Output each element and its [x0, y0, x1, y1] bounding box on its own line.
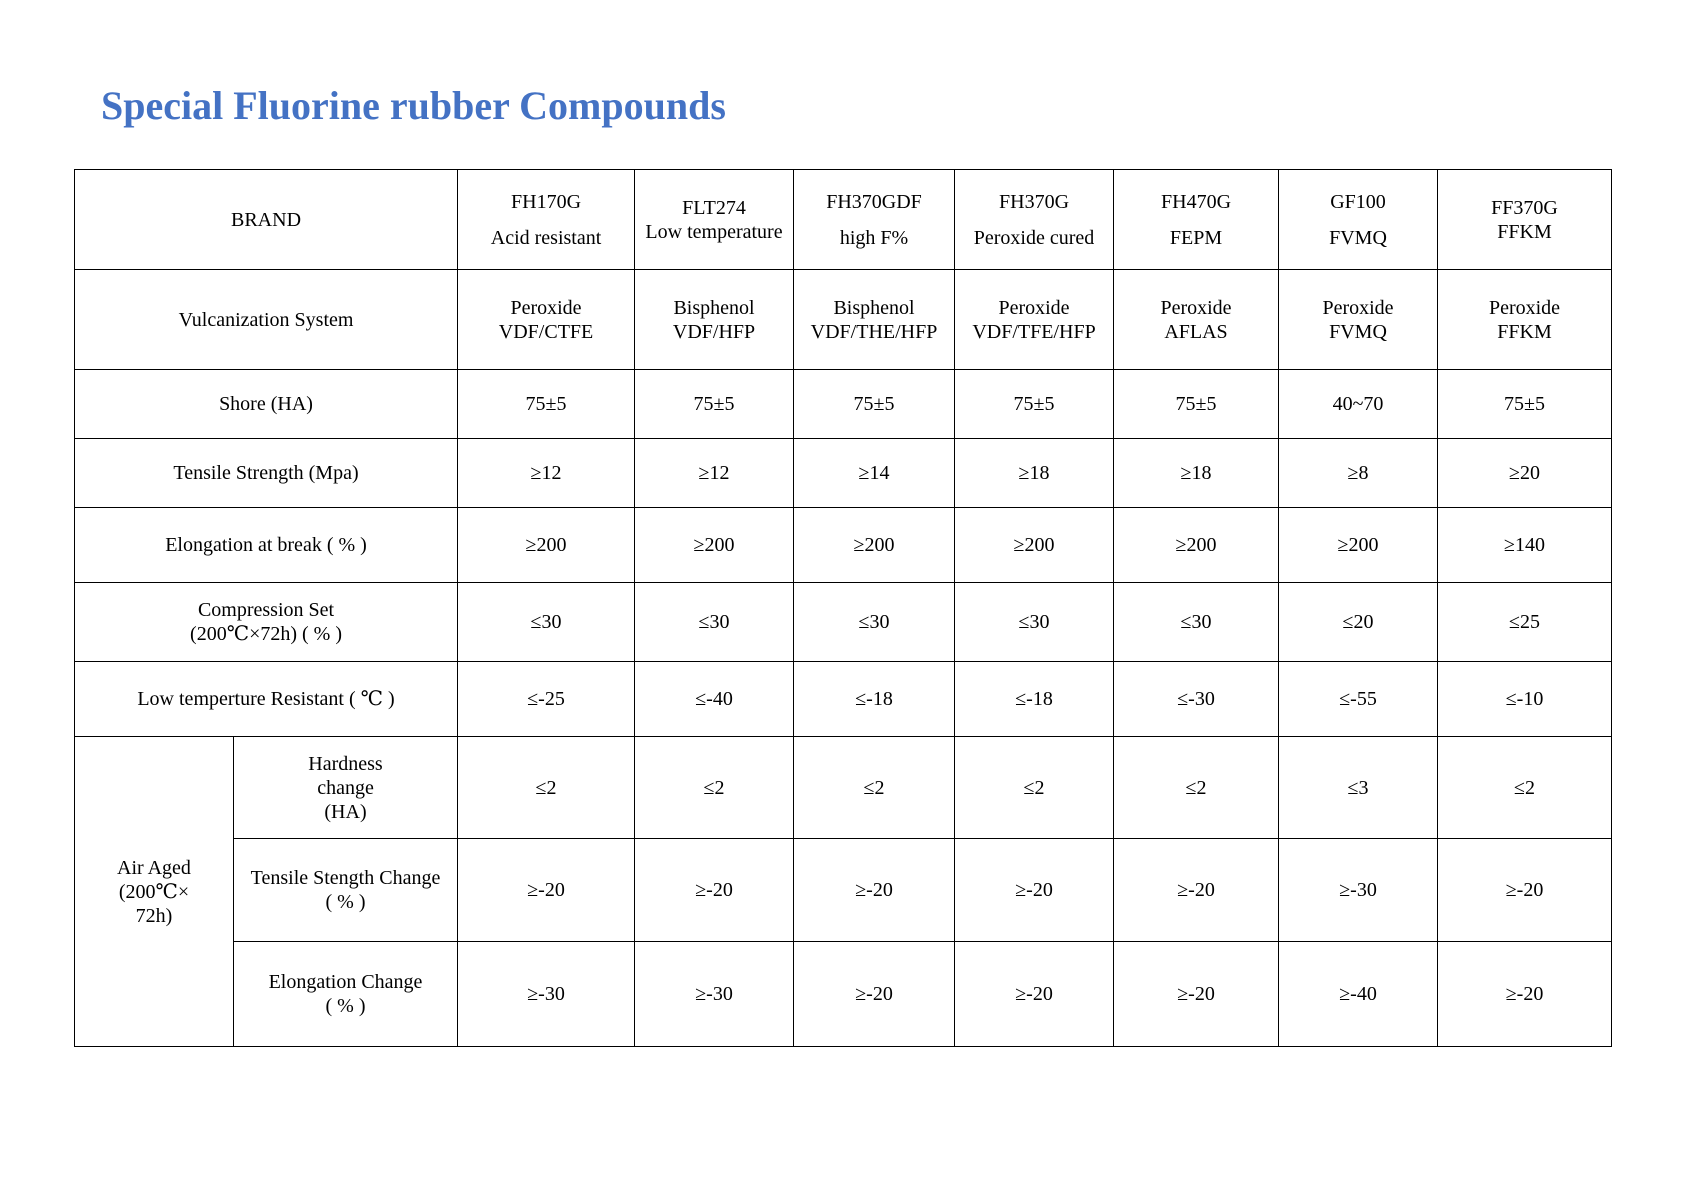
- value-cell: ≤2: [794, 737, 955, 839]
- brand-cell: [1114, 170, 1279, 270]
- value-cell: ≥-20: [635, 839, 794, 942]
- value-cell: 75±5: [1438, 370, 1612, 439]
- value-cell: ≤2: [1438, 737, 1612, 839]
- value-cell: Bisphenol VDF/HFP: [635, 270, 794, 370]
- table-row: [75, 942, 1612, 1047]
- value-cell: ≥200: [955, 508, 1114, 583]
- value-cell: ≥18: [1114, 439, 1279, 508]
- table-row: [75, 737, 1612, 839]
- table-row: [75, 370, 1612, 439]
- brand-cell: [1438, 170, 1612, 270]
- value-cell: ≥200: [458, 508, 635, 583]
- value-cell: ≤2: [955, 737, 1114, 839]
- brand-code: GF100: [1330, 190, 1386, 213]
- brand-desc: Low temperature: [645, 220, 783, 243]
- brand-cell: [794, 170, 955, 270]
- air-aged-label: Air Aged (200℃× 72h): [75, 737, 234, 1047]
- value-cell: ≥200: [1279, 508, 1438, 583]
- value-cell: 75±5: [794, 370, 955, 439]
- brand-cell: [458, 170, 635, 270]
- brand-desc: Peroxide cured: [973, 226, 1095, 249]
- value-cell: ≥-20: [955, 942, 1114, 1047]
- value-cell: ≥20: [1438, 439, 1612, 508]
- row-label: Tensile Strength (Mpa): [75, 439, 458, 508]
- value-cell: 40~70: [1279, 370, 1438, 439]
- value-cell: ≥18: [955, 439, 1114, 508]
- brand-code: FH470G: [1161, 190, 1232, 213]
- value-cell: ≤-30: [1114, 662, 1279, 737]
- value-cell: ≤2: [458, 737, 635, 839]
- brand-row: [75, 170, 1612, 270]
- value-cell: ≥200: [794, 508, 955, 583]
- value-cell: 75±5: [635, 370, 794, 439]
- table-row: [75, 508, 1612, 583]
- row-label: Compression Set (200℃×72h) ( % ): [75, 583, 458, 662]
- table-row: [75, 439, 1612, 508]
- value-cell: 75±5: [458, 370, 635, 439]
- row-label: Low temperture Resistant ( ℃ ): [75, 662, 458, 737]
- value-cell: ≤30: [635, 583, 794, 662]
- brand-cell: [635, 170, 794, 270]
- spec-table: [74, 169, 1612, 1047]
- value-cell: ≤25: [1438, 583, 1612, 662]
- value-cell: ≤30: [794, 583, 955, 662]
- brand-label: BRAND: [75, 170, 458, 270]
- value-cell: ≥140: [1438, 508, 1612, 583]
- value-cell: ≤20: [1279, 583, 1438, 662]
- value-cell: ≥8: [1279, 439, 1438, 508]
- table-row: [75, 583, 1612, 662]
- brand-desc: high F%: [839, 226, 909, 249]
- table-row: [75, 839, 1612, 942]
- value-cell: Peroxide VDF/TFE/HFP: [955, 270, 1114, 370]
- brand-desc: Acid resistant: [490, 226, 602, 249]
- value-cell: ≤-40: [635, 662, 794, 737]
- value-cell: ≥200: [1114, 508, 1279, 583]
- value-cell: Peroxide FVMQ: [1279, 270, 1438, 370]
- value-cell: ≥-20: [1114, 942, 1279, 1047]
- value-cell: ≤30: [1114, 583, 1279, 662]
- value-cell: 75±5: [1114, 370, 1279, 439]
- value-cell: ≥-30: [635, 942, 794, 1047]
- value-cell: ≥-20: [458, 839, 635, 942]
- value-cell: Bisphenol VDF/THE/HFP: [794, 270, 955, 370]
- brand-desc: FEPM: [1169, 226, 1223, 249]
- value-cell: ≥12: [458, 439, 635, 508]
- value-cell: ≤-18: [794, 662, 955, 737]
- row-label: Hardness change (HA): [234, 737, 458, 839]
- value-cell: 75±5: [955, 370, 1114, 439]
- table-row: [75, 662, 1612, 737]
- value-cell: ≤-55: [1279, 662, 1438, 737]
- value-cell: ≥14: [794, 439, 955, 508]
- value-cell: ≥200: [635, 508, 794, 583]
- value-cell: ≥-30: [1279, 839, 1438, 942]
- value-cell: ≥-30: [458, 942, 635, 1047]
- value-cell: ≤2: [635, 737, 794, 839]
- value-cell: ≥-20: [794, 839, 955, 942]
- value-cell: ≤-25: [458, 662, 635, 737]
- row-label: Tensile Stength Change ( % ): [234, 839, 458, 942]
- row-label: Vulcanization System: [75, 270, 458, 370]
- brand-code: FH370G: [999, 190, 1070, 213]
- page-title: Special Fluorine rubber Compounds: [101, 83, 726, 128]
- row-label: Shore (HA): [75, 370, 458, 439]
- value-cell: ≥-20: [1438, 942, 1612, 1047]
- brand-code: FH370GDF: [826, 190, 922, 213]
- brand-desc: FVMQ: [1329, 226, 1387, 249]
- brand-cell: [955, 170, 1114, 270]
- row-label: Elongation Change ( % ): [234, 942, 458, 1047]
- value-cell: ≤-18: [955, 662, 1114, 737]
- table-row: [75, 270, 1612, 370]
- value-cell: ≤-10: [1438, 662, 1612, 737]
- value-cell: Peroxide VDF/CTFE: [458, 270, 635, 370]
- brand-desc: FFKM: [1497, 220, 1552, 243]
- brand-code: FLT274: [682, 196, 746, 219]
- value-cell: ≤30: [458, 583, 635, 662]
- value-cell: Peroxide AFLAS: [1114, 270, 1279, 370]
- value-cell: ≥-20: [794, 942, 955, 1047]
- brand-code: FH170G: [511, 190, 582, 213]
- value-cell: ≤2: [1114, 737, 1279, 839]
- value-cell: ≤3: [1279, 737, 1438, 839]
- value-cell: Peroxide FFKM: [1438, 270, 1612, 370]
- row-label: Elongation at break ( % ): [75, 508, 458, 583]
- brand-cell: [1279, 170, 1438, 270]
- value-cell: ≤30: [955, 583, 1114, 662]
- value-cell: ≥-40: [1279, 942, 1438, 1047]
- value-cell: ≥-20: [1114, 839, 1279, 942]
- value-cell: ≥-20: [955, 839, 1114, 942]
- value-cell: ≥-20: [1438, 839, 1612, 942]
- brand-code: FF370G: [1491, 196, 1558, 219]
- value-cell: ≥12: [635, 439, 794, 508]
